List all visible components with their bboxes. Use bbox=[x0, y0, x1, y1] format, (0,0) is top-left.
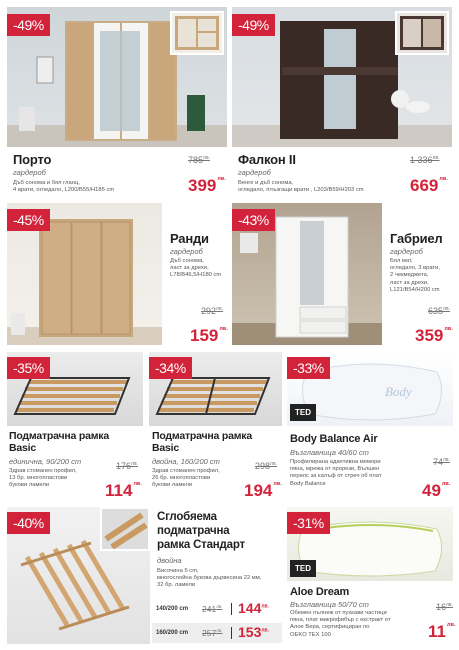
new-price: $399^{лв.}$ bbox=[188, 176, 226, 195]
product-description: Дъб сонома и бял гланц, 4 врати, огледало, L200/B55/H185 cm bbox=[13, 180, 115, 194]
old-price: $74^{лв.}$ bbox=[433, 457, 450, 467]
new-price: $669^{лв.}$ bbox=[410, 176, 448, 195]
product-description: Профилирана адаптивна мемори пяна, мрежа от прорези, Вълшен перелс за калъф от стреч об плат Body Balance bbox=[290, 459, 382, 487]
new-price: $144^{лв.}$ bbox=[238, 600, 269, 616]
product-type: гардероб bbox=[390, 247, 423, 256]
old-price: $241^{лв.}$ bbox=[202, 604, 223, 614]
product-type: двойна bbox=[157, 556, 182, 565]
product-type: единична, 90/200 cm bbox=[9, 457, 82, 466]
new-price: $114^{лв.}$ bbox=[105, 481, 142, 500]
size-label: 160/200 cm bbox=[156, 630, 189, 636]
new-price: $11^{лв.}$ bbox=[428, 622, 456, 641]
product-type: гардероб bbox=[170, 247, 203, 256]
size-label: 140/200 cm bbox=[156, 606, 189, 612]
old-price: $257^{лв.}$ bbox=[202, 628, 223, 638]
product-description: Бял мат, огледало, 3 врати, 2 чекмеджета, ласт за дрехи, L121/B54/H200 cm bbox=[390, 258, 440, 293]
product-description: Височина 5 cm, многослойна букова дървесина 22 мм, 32 бр. ламели bbox=[157, 568, 262, 589]
falkon-interior-thumbnail bbox=[395, 11, 449, 55]
porto-interior-thumbnail bbox=[170, 11, 224, 55]
product-name: Aloe Dream bbox=[290, 586, 350, 598]
product-description: Дъб сонома, ласт за дрехи, L78/B46,5/H180 cm bbox=[170, 258, 222, 279]
divider bbox=[231, 603, 232, 615]
discount-badge: -35% bbox=[7, 357, 50, 379]
product-name: Габриел bbox=[390, 231, 443, 246]
ted-logo: TED bbox=[290, 560, 316, 577]
price-row-160 bbox=[152, 623, 282, 643]
product-name: Порто bbox=[13, 152, 52, 167]
ted-logo: TED bbox=[290, 404, 316, 421]
svg-text:Body: Body bbox=[385, 384, 412, 399]
discount-badge: -49% bbox=[7, 14, 50, 36]
discount-badge: -31% bbox=[287, 512, 330, 534]
old-price: $635^{лв.}$ bbox=[428, 306, 450, 316]
new-price: $159^{лв.}$ bbox=[190, 326, 228, 345]
new-price: $359^{лв.}$ bbox=[415, 326, 453, 345]
discount-badge: -34% bbox=[149, 357, 192, 379]
product-name: Ранди bbox=[170, 231, 209, 246]
old-price: 1 $336^{лв.}$ bbox=[410, 155, 440, 165]
product-name: Сглобяема подматрачна рамка Стандарт bbox=[157, 511, 245, 551]
discount-badge: -33% bbox=[287, 357, 330, 379]
product-description: Обемен пълнеж от пухкави частици пяна, плат микрофибър с екстракт от Алое Вера, сертифициран по OEKO TEX 100 bbox=[290, 610, 391, 638]
product-name: Фалкон II bbox=[238, 152, 296, 167]
product-type: гардероб bbox=[13, 168, 46, 177]
product-type: Възглавница 50/70 cm bbox=[290, 600, 369, 609]
old-price: $298^{лв.}$ bbox=[255, 461, 277, 471]
old-price: $176^{лв.}$ bbox=[116, 461, 138, 471]
product-name: Подматрачна рамка Basic bbox=[9, 430, 110, 454]
new-price: $153^{лв.}$ bbox=[238, 624, 269, 640]
product-type: Възглавница 40/60 cm bbox=[290, 448, 369, 457]
discount-badge: -40% bbox=[7, 512, 50, 534]
product-name: Подматрачна рамка Basic bbox=[152, 430, 253, 454]
product-description: Здрав стоманен профил, 13 бр. многопластови букови ламели bbox=[9, 468, 77, 489]
discount-badge: -49% bbox=[232, 14, 275, 36]
product-type: двойна, 160/200 cm bbox=[152, 457, 220, 466]
product-name: Body Balance Air bbox=[290, 433, 378, 445]
product-type: гардероб bbox=[238, 168, 271, 177]
old-price: $16^{лв.}$ bbox=[436, 602, 453, 612]
discount-badge: -45% bbox=[7, 209, 50, 231]
discount-badge: -43% bbox=[232, 209, 275, 231]
new-price: $194^{лв.}$ bbox=[244, 481, 282, 500]
standard-detail-thumbnail bbox=[100, 507, 150, 551]
divider bbox=[231, 627, 232, 639]
old-price: $292^{лв.}$ bbox=[201, 306, 223, 316]
product-description: Здрав стоманен профил, 26 бр. многопластови букови ламели bbox=[152, 468, 220, 489]
product-description: Венге и дъб сонома, огледало, плъзгащи врати , L203/B59/H203 cm bbox=[238, 180, 364, 194]
price-row-140 bbox=[152, 599, 282, 619]
old-price: $785^{лв.}$ bbox=[188, 155, 210, 165]
new-price: $49^{лв.}$ bbox=[422, 481, 451, 500]
